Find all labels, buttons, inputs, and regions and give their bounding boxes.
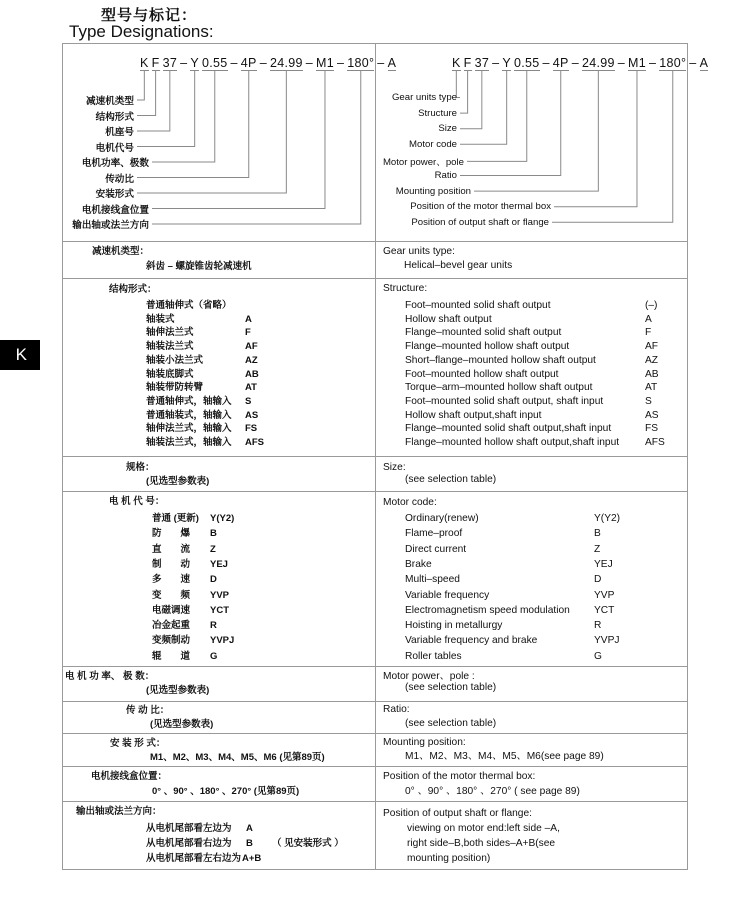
designation-separator: – [336,56,345,70]
type-designation-table [62,43,709,870]
structure-item-en: Flange–mounted hollow shaft output [405,341,570,353]
structure-code-en: FS [645,423,659,435]
motor-code-value-en: YCT [594,604,615,616]
motor-code-value-cn: R [210,620,217,632]
motor-code-value-en: R [594,620,602,632]
designation-separator: – [689,56,697,70]
structure-code-en: S [645,395,652,407]
structure-code-cn: AF [245,341,258,353]
row-divider [63,241,687,242]
designation-label-en: Motor power、pole [382,157,464,169]
structure-item-cn: 普通轴装式，轴输入 [146,409,232,421]
structure-item-cn: 轴伸法兰式，轴输入 [146,423,232,435]
structure-item-en: Flange–mounted hollow shaft output,shaft input [405,437,620,448]
ratio-value-en: (see selection table) [405,718,497,729]
leader-line [554,71,637,207]
thermal-box-title-cn: 电机接线盒位置： [91,771,168,782]
designation-label-cn: 电机接线盒位置 [81,204,149,216]
designation-label-cn: 电机功率、极数 [81,158,149,169]
designation-separator: – [377,56,385,70]
motor-code-item-cn: 变频制动 [152,635,191,647]
designation-separator: – [571,56,579,70]
structure-title-cn: 结构形式： [109,284,157,295]
designation-segment: 180° [659,56,687,70]
output-shaft-code-cn: A+B [242,853,262,864]
motor-code-value-en: G [594,650,602,662]
leader-line [460,71,507,144]
motor-power-title-cn: 电 机 功 率、 极 数： [65,671,155,682]
designation-separator: – [230,56,238,70]
structure-item-cn: 轴装小法兰式 [146,354,204,366]
structure-item-en: Hollow shaft output,shaft input [405,409,542,421]
motor-code-item-en: Brake [405,558,432,570]
motor-code-value-en: B [594,528,601,540]
structure-item-cn: 普通轴伸式，轴输入 [146,395,232,407]
row-divider [63,278,687,279]
row-divider [63,491,687,492]
ratio-title-cn: 传 动 比： [126,705,170,716]
designation-separator: – [648,56,657,70]
thermal-box-value-cn: 0° 、90° 、180° 、270° (见第89页) [152,786,300,797]
designation-segment: 24.99 [581,56,615,70]
thermal-box-value-en: 0° 、90° 、180° 、270° ( see page 89) [405,786,580,797]
structure-code-cn: A [245,313,252,325]
motor-code-item-en: Multi–speed [405,574,460,586]
designation-label-en: Structure [418,107,457,119]
output-shaft-title-cn: 输出轴或法兰方向： [76,806,162,817]
designation-label-en: Position of output shaft or flange [411,216,549,228]
ratio-title-en: Ratio: [383,704,410,715]
motor-code-value-cn: B [210,528,217,540]
structure-item-en: Flange–mounted solid shaft output,shaft input [405,423,612,435]
structure-item-en: Foot–mounted hollow shaft output [405,368,559,380]
structure-code-cn: AT [245,382,257,394]
leader-line [460,71,482,129]
designation-segment: 180° [347,56,375,70]
structure-code-cn: S [245,395,252,407]
page-title-cn: 型号与标记： [101,7,198,24]
page-title-en: Type Designations: [69,22,214,41]
designation-diagram-cn [63,44,397,241]
structure-item-en: Hollow shaft output [405,313,492,325]
designation-separator: – [492,56,500,70]
motor-code-item-en: Variable frequency and brake [405,635,538,647]
designation-label-cn: 电机代号 [95,142,134,154]
designation-segment: 24.99 [269,56,303,70]
motor-code-item-cn: 变 频 [152,589,191,601]
structure-code-cn: FS [245,423,258,435]
gear-type-value-en: Helical–bevel gear units [404,260,513,271]
structure-code-en: AT [645,382,658,394]
motor-code-value-en: Z [594,543,601,555]
motor-code-value-cn: D [210,574,217,586]
row-divider [63,666,687,667]
motor-code-item-cn: 直 流 [152,543,191,555]
motor-power-title-en: Motor power、pole : [383,671,475,682]
leader-line [137,71,170,131]
motor-code-item-en: Electromagnetism speed modulation [405,604,570,616]
designation-segment: K [452,56,461,70]
structure-code-en: (–) [645,300,658,311]
designation-separator: – [617,56,625,70]
designation-segment: Y [502,56,511,70]
motor-code-value-cn: Y(Y2) [210,513,235,524]
leader-line [460,71,468,113]
mounting-title-en: Mounting position: [383,737,466,748]
designation-label-cn: 机座号 [105,127,134,138]
designation-diagram-en [376,44,709,241]
structure-item-cn: 轴装式 [146,313,175,325]
motor-code-value-cn: YCT [210,604,229,616]
mounting-value-en: M1、M2、M3、M4、M5、M6(see page 89) [405,751,604,762]
structure-item-cn: 轴装底脚式 [146,368,194,380]
motor-code-title-cn: 电 机 代 号： [109,496,165,507]
output-shaft-code-cn: B [246,838,253,849]
row-divider [63,733,687,734]
output-shaft-line-en: viewing on motor end:left side –A, [407,823,560,834]
row-divider [63,456,687,457]
motor-code-value-cn: YVPJ [210,635,235,647]
output-shaft-line-en: right side–B,both sides–A+B(see [407,838,556,849]
designation-label-en: Ratio [434,170,457,181]
structure-title-en: Structure: [383,283,428,294]
size-value-cn: (见选型参数表) [146,476,210,487]
designation-label-en: Size [438,123,457,135]
structure-code-en: AS [645,409,659,421]
motor-code-value-en: YVPJ [594,635,620,647]
leader-line [137,71,195,147]
designation-segment: A [387,56,397,70]
designation-label-cn: 输出轴或法兰方向 [72,220,149,231]
structure-code-cn: AS [245,409,259,421]
gear-type-title-cn: 减速机类型： [92,246,150,257]
size-title-cn: 规格： [126,462,155,473]
designation-label-cn: 减速机类型 [86,96,134,107]
designation-segment: F [151,56,160,70]
mounting-value-cn: M1、M2、M3、M4、M5、M6 (见第89页) [150,752,325,763]
leader-line [137,71,286,193]
motor-code-item-en: Variable frequency [405,589,490,601]
structure-code-cn: AFS [245,437,264,448]
structure-item-cn: 轴装法兰式 [146,341,194,353]
designation-label-en: Mounting position [395,185,471,197]
motor-code-value-cn: YVP [210,589,230,601]
leader-line [467,71,527,161]
structure-item-en: Foot–mounted solid shaft output, shaft input [405,395,604,407]
structure-code-en: AF [645,341,659,353]
size-title-en: Size: [383,462,406,473]
row-divider [63,701,687,702]
structure-item-en: Torque–arm–mounted hollow shaft output [405,382,593,394]
designation-segment: Y [190,56,199,70]
motor-code-item-cn: 普通 (更新) [152,513,199,524]
motor-code-item-cn: 辊 道 [152,650,191,662]
leader-line [152,71,215,162]
structure-item-cn: 轴装法兰式，轴输入 [146,437,232,448]
gear-type-title-en: Gear units type: [383,246,455,257]
designation-segment: 37 [162,56,178,70]
motor-code-value-en: D [594,574,602,586]
motor-code-value-en: YEJ [594,558,613,570]
designation-separator: – [180,56,188,70]
motor-code-item-en: Direct current [405,543,467,555]
motor-code-item-cn: 制 动 [152,558,191,570]
structure-code-cn: AZ [245,354,258,366]
designation-segment: K [140,56,149,70]
designation-label-cn: 结构形式 [95,111,134,123]
output-shaft-item-cn: 从电机尾部看左边为 [146,823,232,834]
motor-code-value-cn: G [210,650,218,662]
row-divider [63,766,687,767]
designation-separator: – [259,56,267,70]
designation-label-en: Motor code [409,138,457,150]
motor-power-value-cn: (见选型参数表) [146,685,210,696]
leader-line [152,71,325,209]
motor-code-item-cn: 防 爆 [152,528,191,540]
output-shaft-item-cn: 从电机尾部看右边为 [146,838,232,849]
leader-line [137,71,156,116]
motor-code-item-cn: 冶金起重 [152,620,191,632]
output-shaft-item-cn: 从电机尾部看左右边为 [146,853,242,864]
designation-label-en: Position of the motor thermal box [410,201,551,213]
designation-separator: – [305,56,313,70]
row-divider [63,801,687,802]
motor-code-title-en: Motor code: [383,497,437,508]
thermal-box-title-en: Position of the motor thermal box: [383,771,536,782]
structure-code-cn: F [245,327,251,339]
designation-separator: – [542,56,550,70]
designation-label-en: Gear units type [391,92,457,103]
designation-segment: 4P [552,56,569,70]
motor-code-value-cn: Z [210,543,216,555]
structure-code-en: AZ [645,354,659,366]
leader-line [152,71,361,224]
leader-line [552,71,673,222]
motor-code-item-en: Flame–proof [405,528,463,540]
gear-type-value-cn: 斜齿 – 螺旋锥齿轮减速机 [146,261,252,272]
size-value-en: (see selection table) [405,474,497,485]
designation-segment: 0.55 [514,56,540,70]
output-shaft-code-cn: A [246,823,253,834]
designation-segment: 37 [474,56,490,70]
leader-line [137,71,144,100]
structure-code-en: AB [645,368,659,380]
leader-line [460,71,561,176]
motor-code-value-cn: YEJ [210,558,228,570]
leader-line [474,71,598,191]
motor-code-value-en: YVP [594,589,615,601]
structure-item-cn: 轴伸法兰式 [146,327,194,339]
designation-segment: M1 [316,56,334,70]
designation-segment: A [699,56,709,70]
motor-code-item-en: Hoisting in metallurgy [405,620,503,632]
designation-label-cn: 传动比 [105,173,134,185]
designation-segment: 0.55 [202,56,228,70]
structure-code-en: F [645,327,652,339]
structure-item-cn: 普通轴伸式（省略） [146,300,232,311]
structure-item-en: Flange–mounted solid shaft output [405,327,562,339]
motor-code-item-cn: 多 速 [152,574,191,586]
mounting-title-cn: 安 装 形 式： [110,738,166,749]
structure-item-cn: 轴装带防转臂 [146,382,204,394]
output-shaft-note-cn: （ 见安装形式 ） [272,838,344,849]
structure-item-en: Short–flange–mounted hollow shaft output [405,354,596,366]
motor-code-item-en: Ordinary(renew) [405,513,479,524]
output-shaft-line-en: mounting position) [407,853,491,864]
structure-code-en: A [645,313,652,325]
section-tab-k[interactable] [0,340,40,370]
motor-power-value-en: (see selection table) [405,682,497,693]
structure-code-en: AFS [645,437,665,448]
structure-code-cn: AB [245,368,259,380]
designation-label-cn: 安装形式 [95,189,134,200]
designation-segment: F [463,56,472,70]
output-shaft-title-en: Position of output shaft or flange: [383,808,532,819]
structure-item-en: Foot–mounted solid shaft output [405,300,551,311]
section-tab-label: K [15,345,27,364]
motor-code-value-en: Y(Y2) [594,513,621,524]
motor-code-item-en: Roller tables [405,650,462,662]
ratio-value-cn: (见选型参数表) [150,719,214,730]
motor-code-item-cn: 电磁调速 [152,604,191,616]
designation-segment: M1 [628,56,646,70]
designation-segment: 4P [240,56,257,70]
